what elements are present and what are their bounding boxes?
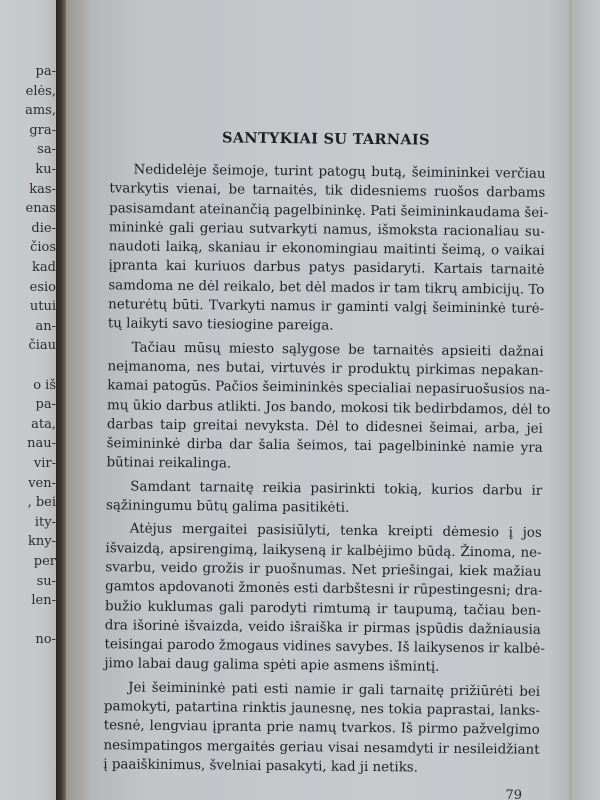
left-page-fragment: nau- bbox=[27, 436, 56, 452]
left-page-fragment: kad bbox=[32, 260, 56, 275]
text-line: dra išorinė išvaizda, veido išraiška ir pirmas įspūdis dažniausia bbox=[104, 618, 541, 638]
left-page-fragment: gra- bbox=[29, 122, 56, 138]
text-line: neįmanoma, nes butai, virtuvės ir produktų pirkimas nepakan- bbox=[107, 359, 544, 379]
left-page-fragment: ata, bbox=[31, 416, 56, 432]
chapter-title: SANTYKIAI SU TARNAIS bbox=[221, 129, 430, 149]
left-page-fragment: su- bbox=[36, 573, 56, 589]
left-page-fragment: len- bbox=[31, 593, 56, 609]
page-content bbox=[79, 128, 551, 783]
text-line: Tačiau mūsų miesto sąlygose be tarnaitės apsieiti dažnai bbox=[131, 340, 544, 360]
text-line: teisingai parodo žmogaus vidines savybes. Iš laikysenos ir kalbė- bbox=[104, 637, 545, 657]
paragraph bbox=[84, 160, 549, 338]
left-page-fragment: ams, bbox=[25, 103, 56, 119]
left-page-fragment: pa- bbox=[35, 64, 56, 79]
text-line: bužio kuklumas gali parodyti rimtumą ir taupumą, tačiau ben- bbox=[104, 598, 542, 619]
text-line: šeimininkė dirba dar šalia šeimos, tai pagelbininkė namie yra bbox=[106, 436, 543, 456]
text-line: Samdant tarnaitę reikia pasirinkti tokią, kurios darbu ir bbox=[130, 479, 543, 499]
text-line: Jei šeimininkė pati esti namie ir gali tarnaitę prižiūrėti bei bbox=[128, 680, 541, 700]
left-page-fragment: die- bbox=[31, 220, 56, 236]
paragraph bbox=[82, 477, 542, 520]
left-page-fragment: esio bbox=[29, 279, 56, 295]
left-page-fragment: , bei bbox=[27, 495, 56, 511]
right-page bbox=[66, 0, 600, 800]
text-line: kamai patogūs. Pačios šeimininkės specialiai nepasiruošusios na- bbox=[107, 378, 550, 399]
page-edge bbox=[569, 0, 572, 800]
text-line: įpranta kai kuriuos darbus patys pasidaryti. Kartais tarnaitė bbox=[108, 258, 545, 279]
paragraph bbox=[82, 338, 551, 478]
left-page-fragment: an- bbox=[35, 318, 56, 334]
left-page bbox=[0, 0, 62, 800]
left-page-fragment: čios bbox=[30, 240, 56, 256]
left-page-fragment: elės, bbox=[25, 83, 56, 99]
left-page-fragment: pa- bbox=[35, 397, 56, 413]
text-line: jimo labai daug galima spėti apie asmens išmintį. bbox=[104, 656, 440, 676]
left-page-fragment: per bbox=[33, 554, 56, 569]
text-line: darbas taip greitai nevyksta. Dėl to didesnei šeimai, arba, jei bbox=[106, 417, 543, 437]
page-number: 79 bbox=[505, 788, 522, 800]
text-line: būtinai reikalinga. bbox=[106, 455, 232, 472]
text-line: Atėjus mergaitei pasisiūlyti, tenka kreipti dėmesio į jos bbox=[129, 521, 542, 542]
text-line: naudoti laiką, skaniau ir ekonomingiau maitinti šeimą, o vaikai bbox=[108, 239, 545, 259]
left-page-fragment: vir- bbox=[33, 456, 56, 471]
text-line: nesimpatingos mergaitės geriau visai nesamdyti ir nesileidžiant bbox=[103, 737, 540, 758]
text-line: mininkė gali geriau sutvarkyti namus, išmoksta racionaliau su- bbox=[108, 220, 546, 240]
left-page-fragment: kny- bbox=[28, 534, 56, 550]
body-text bbox=[79, 160, 551, 779]
text-line: neturėtų būti. Tvarkyti namus ir gaminti valgį šeimininkė turė- bbox=[108, 297, 545, 317]
text-line: Nedidelėje šeimoje, turint patogų butą, šeimininkei verčiau bbox=[133, 162, 546, 182]
text-line: mų ūkio darbus atlikti. Jos bando, mokosi tik bedirbdamos, dėl to bbox=[107, 397, 551, 418]
paragraph bbox=[79, 678, 540, 779]
text-line: samdoma ne dėl reikalo, bet dėl mados ir tam tikrų ambicijų. To bbox=[108, 278, 545, 298]
left-page-fragment: utui bbox=[29, 299, 56, 315]
text-line: tvarkytis vienai, be tarnaitės, tik didesniems ruošos darbams bbox=[109, 181, 546, 202]
left-page-fragment: ven- bbox=[28, 475, 56, 491]
text-line: į paaiškinimus, švelniai pasakyti, kad ji netiks. bbox=[103, 757, 419, 776]
left-page-fragment: čiau bbox=[28, 338, 56, 354]
text-line: tų laikyti savo tiesiogine pareiga. bbox=[107, 316, 334, 334]
text-line: sąžiningumu būtų galima pasitikėti. bbox=[105, 498, 350, 516]
text-line: išvaizdą, apsirengimą, laikyseną ir kalbėjimo būdą. Žinoma, ne- bbox=[105, 540, 542, 561]
left-page-fragment: o iš bbox=[33, 377, 56, 393]
left-page-fragment: ity- bbox=[34, 514, 56, 530]
paragraph bbox=[80, 519, 545, 678]
left-page-fragment: sa- bbox=[37, 142, 56, 158]
text-line: tesnė, lengviau įpranta prie namų tvarkos. Iš pirmo pažvelgimo bbox=[103, 718, 540, 739]
left-page-fragment: enas bbox=[25, 201, 56, 217]
left-page-fragment: kas- bbox=[29, 181, 56, 197]
text-line: gamtos apdovanoti žmonės esti darbštesni ir rūpestingesni; dra- bbox=[105, 579, 543, 600]
text-line: pasisamdant ateinančią pagelbininkę. Pati šeimininkaudama šei- bbox=[109, 200, 549, 221]
left-page-fragment: no- bbox=[35, 632, 56, 648]
text-line: pamokyti, patartina rinktis jaunesnę, nes tokia paprastai, lanks- bbox=[103, 699, 540, 719]
text-line: svarbu, veido grožis ir puošnumas. Net priešingai, kiek mažiau bbox=[105, 560, 542, 580]
left-page-fragment: ku- bbox=[35, 162, 56, 177]
